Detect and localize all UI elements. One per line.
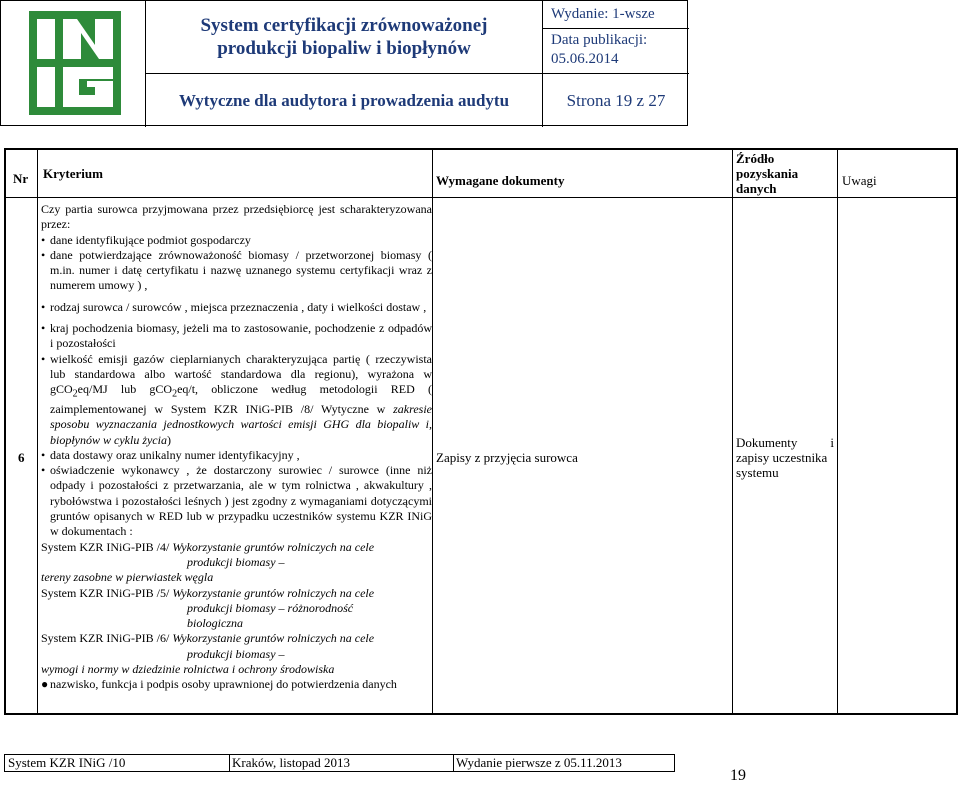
footer-place-date: Kraków, listopad 2013 — [232, 755, 350, 770]
column-header-source — [736, 151, 798, 196]
criterion-reference: System KZR INiG-PIB /5/ Wykorzystanie gruntów rolniczych na cele — [41, 585, 375, 600]
criterion-item: • kraj pochodzenia biomasy, jeżeli ma to zastosowanie, pochodzenie z odpadów i pozostałości — [41, 321, 432, 351]
column-header-criterion: Kryterium — [43, 166, 103, 181]
criterion-item: • oświadczenie wykonawcy , że dostarczony surowiec / surowce (inne niż odpady i pozostałości z przetwarzania, ale w tym rolnictwa , akwakultury , rybołówstwa i pozostałości leśnych ) jest zgodny z wymaganiami dotyczącymi gruntów opisanych w RED lub w przypadku uczestników systemu KZR INiG w dokumentach : — [41, 463, 432, 539]
row-number: 6 — [18, 450, 25, 465]
document-footer — [4, 754, 675, 772]
bullet-icon: • — [41, 299, 46, 314]
criterion-reference: System KZR INiG-PIB /4/ Wykorzystanie gruntów rolniczych na cele — [41, 539, 375, 554]
header-title-line-1: System certyfikacji zrównoważonej — [200, 15, 488, 36]
logo-cell — [1, 1, 146, 127]
column-header-source-line-2: pozyskania — [736, 166, 799, 181]
header-title-cell — [146, 1, 543, 73]
page-number: 19 — [730, 767, 746, 784]
criterion-question: Czy partia surowca przyjmowana przez przedsiębiorcę jest scharakteryzowana przez: — [41, 202, 432, 232]
criterion-reference: biologiczna — [187, 616, 243, 631]
bullet-icon: ● — [41, 677, 49, 692]
column-divider — [837, 150, 838, 713]
column-divider — [432, 150, 433, 713]
criterion-reference: produkcji biomasy – różnorodność — [187, 600, 354, 615]
column-header-documents: Wymagane dokumenty — [436, 173, 565, 188]
header-row-divider — [6, 197, 956, 198]
meta-divider — [543, 28, 689, 29]
criteria-table — [4, 148, 958, 715]
header-meta-cell — [543, 1, 689, 73]
audit-title-cell — [146, 73, 543, 127]
criterion-reference: produkcji biomasy – — [187, 554, 285, 569]
footer-edition: Wydanie pierwsze z 05.11.2013 — [456, 755, 622, 770]
required-documents: Zapisy z przyjęcia surowca — [436, 450, 578, 465]
publication-date: 05.06.2014 — [551, 51, 619, 67]
bullet-icon: • — [41, 232, 46, 247]
page-indicator: Strona 19 z 27 — [566, 90, 666, 110]
criterion-item: • data dostawy oraz unikalny numer identyfikacyjny , — [41, 447, 300, 462]
criterion-reference: produkcji biomasy – — [187, 646, 285, 661]
criterion-item: ● nazwisko, funkcja i podpis osoby uprawnionej do potwierdzenia danych — [41, 677, 397, 692]
bullet-icon: • — [41, 463, 46, 478]
data-source-line-3: systemu — [736, 465, 779, 480]
publication-label: Data publikacji: — [551, 32, 648, 48]
document-header — [0, 0, 688, 126]
header-title-line-2: produkcji biopaliw i biopłynów — [217, 38, 471, 59]
bullet-icon: • — [41, 247, 46, 262]
criterion-reference: System KZR INiG-PIB /6/ Wykorzystanie gruntów rolniczych na cele — [41, 631, 375, 646]
inig-logo — [29, 11, 121, 115]
data-source — [736, 435, 834, 480]
criterion-reference: tereny zasobne w pierwiastek węgla — [41, 570, 214, 585]
column-header-remarks: Uwagi — [842, 173, 877, 188]
column-divider — [37, 150, 38, 713]
column-divider — [732, 150, 733, 713]
data-source-line-1: Dokumenty i — [736, 435, 834, 450]
criterion-item: • wielkość emisji gazów cieplarnianych charakteryzująca partię ( rzeczywista lub standardowa albo wartość standardowa dla regionu), wyrażona w gCO$_2$eq/MJ lub gCO$_2$eq/t, obliczone według metodologii RED ( zaimplementowanej w System KZR INiG-PIB /8/ Wytyczne w zakresie sposobu wyznaczania jednostkowych wartości emisji GHG dla biopaliw i, biopłynów w cyklu życia) — [41, 351, 432, 447]
audit-title: Wytyczne dla audytora i prowadzenia audytu — [178, 90, 510, 110]
bullet-icon: • — [41, 351, 46, 366]
criterion-item: • dane identyfikujące podmiot gospodarczy — [41, 232, 251, 247]
edition-label: Wydanie: 1-wsze — [551, 6, 655, 22]
column-header-source-line-1: Źródło — [736, 151, 775, 166]
criterion-item: • dane potwierdzające zrównoważoność biomasy / przetworzonej biomasy ( m.in. numer i datę certyfikatu i nazwę uznanego systemu certyfikacji wraz z numerem umowy ) , — [41, 247, 432, 293]
column-header-nr: Nr — [13, 171, 29, 186]
criterion-reference: wymogi i normy w dziedzinie rolnictwa i ochrony środowiska — [41, 662, 335, 676]
criterion-text — [41, 202, 432, 693]
criterion-item: • rodzaj surowca / surowców , miejsca przeznaczenia , daty i wielkości dostaw , — [41, 299, 427, 314]
bullet-icon: • — [41, 447, 46, 462]
page-indicator-cell — [543, 73, 689, 127]
footer-system: System KZR INiG /10 — [8, 755, 126, 770]
column-header-source-line-3: danych — [736, 181, 777, 196]
bullet-icon: • — [41, 321, 46, 336]
data-source-line-2: zapisy uczestnika — [736, 450, 828, 465]
